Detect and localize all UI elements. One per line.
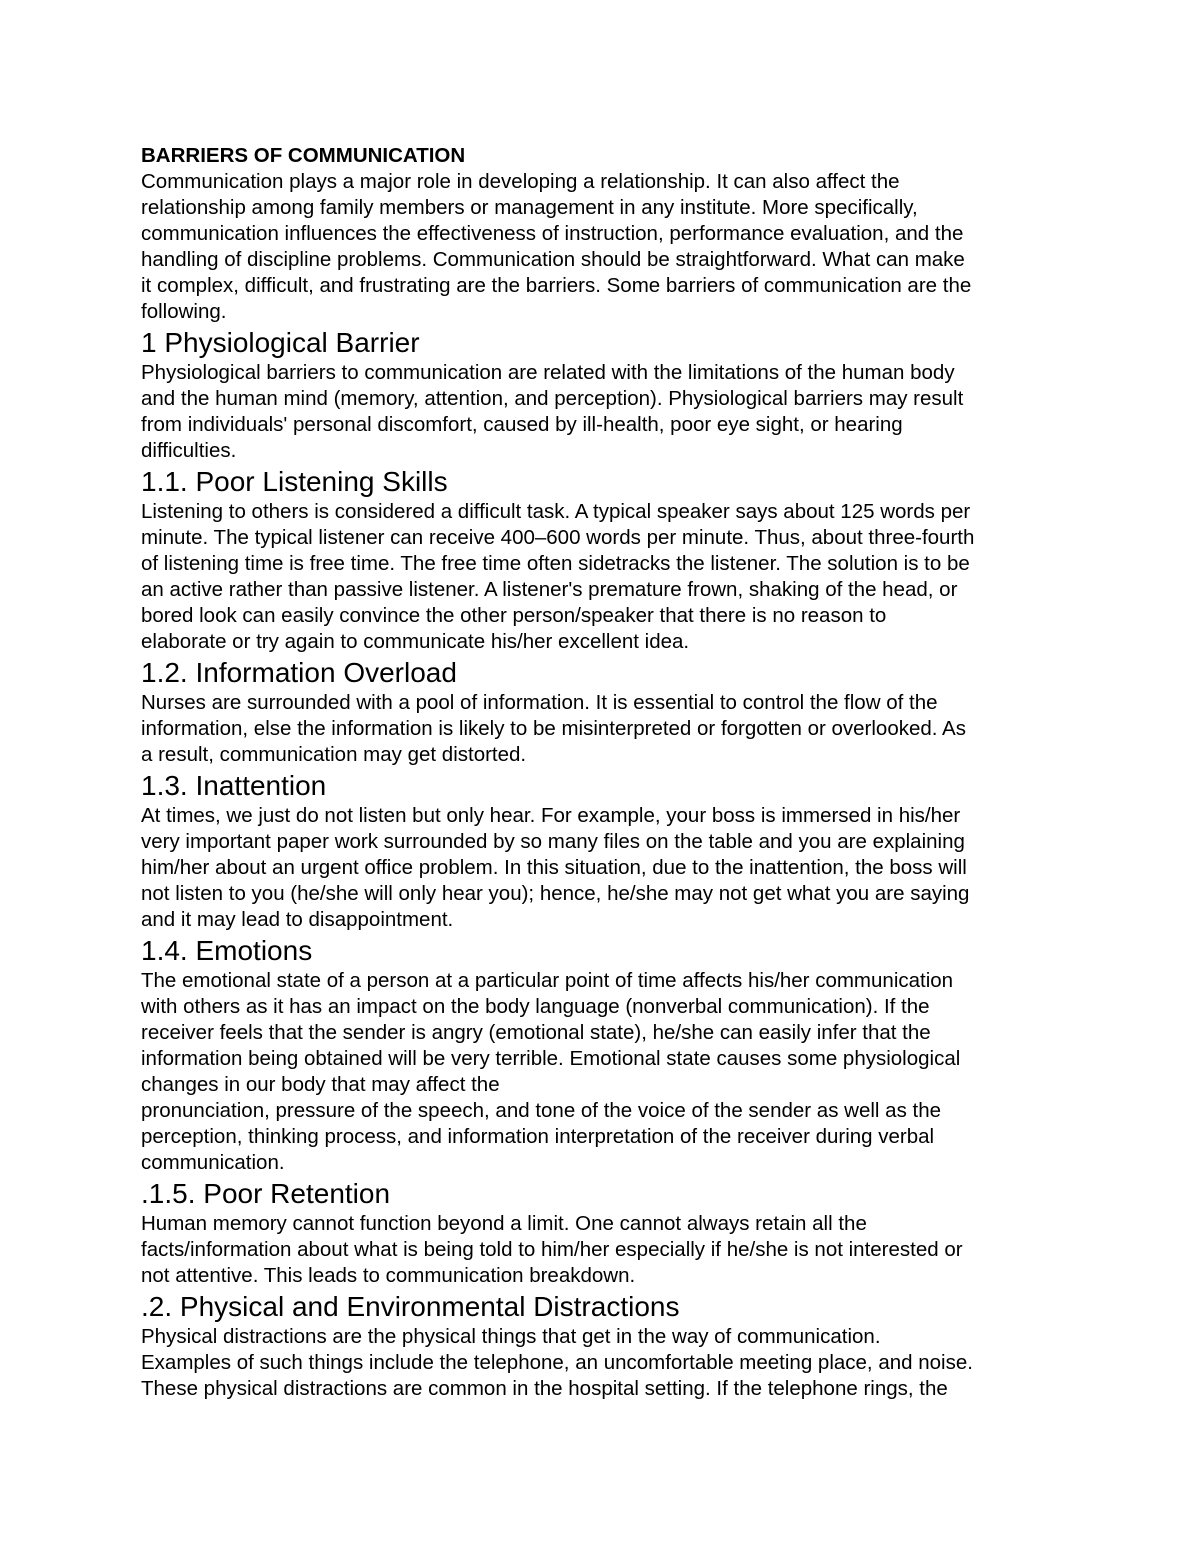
section-heading: 1.1. Poor Listening Skills [141,466,448,497]
document-page [141,143,1059,1402]
section-body: Nurses are surrounded with a pool of information. It is essential to control the flow of the information, else the information is likely to be misinterpreted or forgotten or overlooked. As a result, communication may get distorted. [141,691,966,766]
section-poor-listening-skills [141,464,1059,655]
section-body: Physiological barriers to communication are related with the limitations of the human body and the human mind (memory, attention, and perception). Physiological barriers may result from individuals' personal discomfort, caused by ill-health, poor eye sight, or hearing difficulties. [141,361,964,462]
section-body: Human memory cannot function beyond a limit. One cannot always retain all the facts/information about what is being told to him/her especially if he/she is not interested or not attentive. This leads to communication breakdown. [141,1212,963,1287]
section-heading: .1.5. Poor Retention [141,1178,391,1209]
section-body: The emotional state of a person at a particular point of time affects his/her communication with others as it has an impact on the body language (nonverbal communication). If the receiver feels that the sender is angry (emotional state), he/she can easily infer that the information being obtained will be very terrible. Emotional state causes some physiological changes in our body that may affect the pronunciation, pressure of the speech, and tone of the voice of the sender as well as the perception, thinking process, and information interpretation of the receiver during verbal communication. [141,969,961,1174]
section-body: Physical distractions are the physical things that get in the way of communication. Examples of such things include the telephone, an uncomfortable meeting place, and noise. These physical distractions are common in the hospital setting. If the telephone rings, the [141,1325,973,1400]
section-physical-environmental-distractions [141,1289,1059,1402]
section-heading: 1.4. Emotions [141,935,313,966]
section-physiological-barrier [141,325,1059,464]
section-emotions [141,933,1059,1176]
document-title: BARRIERS OF COMMUNICATION [141,144,466,167]
section-body: At times, we just do not listen but only hear. For example, your boss is immersed in his/her very important paper work surrounded by so many files on the table and you are explaining him/her about an urgent office problem. In this situation, due to the inattention, the boss will not listen to you (he/she will only hear you); hence, he/she may not get what you are saying and it may lead to disappointment. [141,804,970,931]
section-heading: 1 Physiological Barrier [141,327,420,358]
section-body: Listening to others is considered a difficult task. A typical speaker says about 125 words per minute. The typical listener can receive 400–600 words per minute. Thus, about three-fourth of listening time is free time. The free time often sidetracks the listener. The solution is to be an active rather than passive listener. A listener's premature frown, shaking of the head, or bored look can easily convince the other person/speaker that there is no reason to elaborate or try again to communicate his/her excellent idea. [141,500,975,653]
intro-paragraph: Communication plays a major role in developing a relationship. It can also affect the relationship among family members or management in any institute. More specifically, communication influences the effectiveness of instruction, performance evaluation, and the handling of discipline problems. Communication should be straightforward. What can make it complex, difficult, and frustrating are the barriers. Some barriers of communication are the following. [141,170,972,323]
section-heading: 1.2. Information Overload [141,657,457,688]
section-information-overload [141,655,1059,768]
section-heading: .2. Physical and Environmental Distractions [141,1291,680,1322]
section-poor-retention [141,1176,1059,1289]
section-heading: 1.3. Inattention [141,770,327,801]
section-inattention [141,768,1059,933]
